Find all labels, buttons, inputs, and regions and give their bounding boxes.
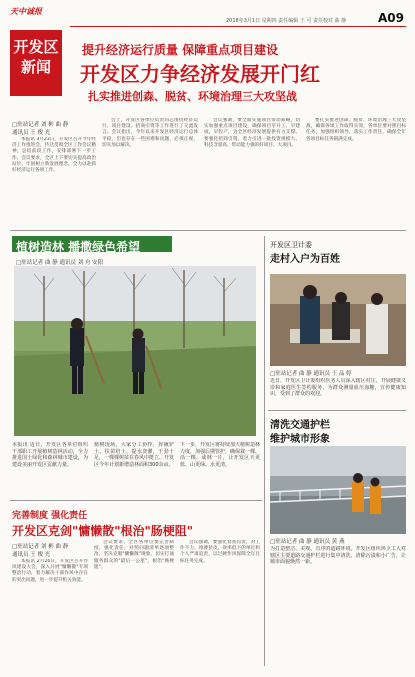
system-column bbox=[180, 540, 260, 669]
column-divider bbox=[264, 236, 265, 666]
system-paragraph: 本报讯 2月26日，开发区召开作风建设大会，深入开展"慵懒散"专项整治行动，着力解决干部作风中存在的突出问题，进一步提升机关效能。 bbox=[12, 559, 88, 583]
visit-caption: 近日，开发区卫计委组织医务人员深入辖区村庄，开展健康义诊和家庭医生签约服务，为群众测量血压血糖，宣传健康知识，受到了群众的欢迎。 bbox=[270, 378, 406, 397]
lead-subhead: 扎实推进创森、脱贫、环境治理三大攻坚战 bbox=[88, 90, 297, 103]
lead-kicker: 提升经济运行质量 保障重点项目建设 bbox=[82, 43, 279, 57]
lead-column bbox=[102, 118, 198, 226]
afforest-caption-col: 本报讯 近日，开发区各单位组织干部职工开展植树造林活动，全力推进国土绿化和森林城市建设，为建设美丽开发区贡献力量。 bbox=[12, 442, 88, 468]
lead-paragraph: 会上，开发区各单位负责同志围绕经济运行、项目建设、招商引资等工作进行了交流发言。会议指出，今年以来开发区经济运行总体平稳，但也存在一些困难和问题，必须正视，切实加以解决。 bbox=[102, 118, 198, 148]
afforest-byline: □驻站记者 曲 静 通讯员 刘 舟 安阳 bbox=[16, 260, 104, 266]
afforest-caption-col: 下一步，开发区将持续加大植树造林力度，加强后期管护，确保栽一棵、活一棵、成林一片，让开发区天更蓝、山更绿、水更清。 bbox=[180, 442, 260, 468]
traffic-headline: 清洗交通护栏 bbox=[270, 420, 330, 431]
lead-paragraph: 要扎实推进创森、脱贫、环境治理三大攻坚战，确保各项工作取得实效。各单位要对照目标任务，加强组织领导，落实工作责任，确保全年各项目标任务圆满完成。 bbox=[306, 118, 406, 142]
tree-planting-photo bbox=[14, 266, 256, 436]
lead-column bbox=[306, 118, 406, 226]
system-column bbox=[94, 540, 174, 669]
lead-paragraph: 会议强调，要全面实施项目带动战略，切实加强重点项目建设，确保项目早开工、早建成、早投产，为全区经济发展提供有力支撑。要强化招商引资，着力引进一批投资规模大、科技含量高、带动能力强的好项目、大项目。 bbox=[204, 118, 300, 148]
section-divider bbox=[10, 500, 262, 501]
masthead bbox=[10, 6, 64, 17]
traffic-byline: □驻站记者 曲 静 通讯员 黄 燕 bbox=[270, 539, 345, 545]
visit-headline: 走村入户为百姓 bbox=[270, 254, 340, 265]
section-label bbox=[10, 30, 62, 96]
section-divider bbox=[268, 410, 406, 411]
date-line: 2018年3月1日 星期四 责任编辑 王 可 责任校对 曲 静 bbox=[226, 18, 347, 24]
lead-byline-2: 通讯员 王 俊 光 bbox=[12, 130, 51, 136]
lead-column bbox=[204, 118, 300, 226]
railing-cleaning-photo-image bbox=[270, 446, 406, 534]
traffic-headline-2: 维护城市形象 bbox=[270, 434, 330, 445]
system-kicker: 完善制度 强化责任 bbox=[12, 511, 88, 521]
lead-headline: 开发区力争经济发展开门红 bbox=[80, 62, 320, 86]
clinic-visit-photo bbox=[270, 274, 406, 366]
system-paragraph: 会议要求，全区各单位要完善制度，强化责任，对照问题清单逐项整改，坚决克服"慵懒散"现象，切实打通服务群众的"最后一公里"，根治"肠梗阻"。 bbox=[94, 540, 174, 570]
newspaper-logo: 天中诚报 bbox=[10, 6, 42, 16]
traffic-caption: 为打造整洁、美观、有序的道路环境，开发区组织环卫工人对辖区主要道路交通护栏进行集中清洗，清除污渍和小广告，让城市面貌焕然一新。 bbox=[270, 546, 406, 565]
section-divider bbox=[10, 230, 406, 231]
system-column bbox=[12, 559, 88, 669]
page-number: A09 bbox=[378, 11, 404, 25]
clinic-visit-photo-image bbox=[270, 274, 406, 366]
lead-paragraph: 本报讯 3月23日，开发区召开今年经济工作推进会，传达贯彻全区工作会议精神，总结前段工作，安排部署下一步工作。会议要求，全区上下要切实提高政治站位，牢固树立新发展理念，全力以赴抓好经济运行各项工作。 bbox=[12, 137, 96, 174]
system-headline: 开发区克剑"慵懒散"根治"肠梗阻" bbox=[12, 524, 194, 538]
system-paragraph: 会议强调，要强化督查问责，对工作不力、推诿扯皮、效率低下的单位和个人严肃追责，以过硬作风保障全年目标任务完成。 bbox=[180, 540, 260, 564]
tree-planting-photo-image bbox=[14, 266, 256, 436]
section-label-line1: 开发区 bbox=[13, 38, 59, 56]
system-byline-2: 通讯员 王 俊 光 bbox=[12, 552, 51, 558]
lead-byline: □驻站记者 刘 彬 曲 静 bbox=[12, 122, 69, 128]
system-byline: □驻站记者 刘 彬 曲 静 bbox=[12, 544, 69, 550]
visit-byline: □驻站记者 曲 静 通讯员 王 品 婷 bbox=[270, 371, 352, 377]
railing-cleaning-photo bbox=[270, 446, 406, 534]
lead-column bbox=[12, 137, 96, 225]
header-rule bbox=[70, 26, 406, 27]
visit-kicker: 开发区卫计委 bbox=[270, 241, 312, 249]
afforest-headline: 植树造林 播撒绿色希望 bbox=[16, 240, 141, 254]
section-label-line2: 新闻 bbox=[20, 58, 51, 76]
afforest-caption-col: 植树现场，大家分工协作，挥锹铲土、扶苗培土、提水浇灌，干劲十足，一棵棵树苗在春风中挺立。开发区今年计划新增造林面积300余亩。 bbox=[94, 442, 174, 468]
